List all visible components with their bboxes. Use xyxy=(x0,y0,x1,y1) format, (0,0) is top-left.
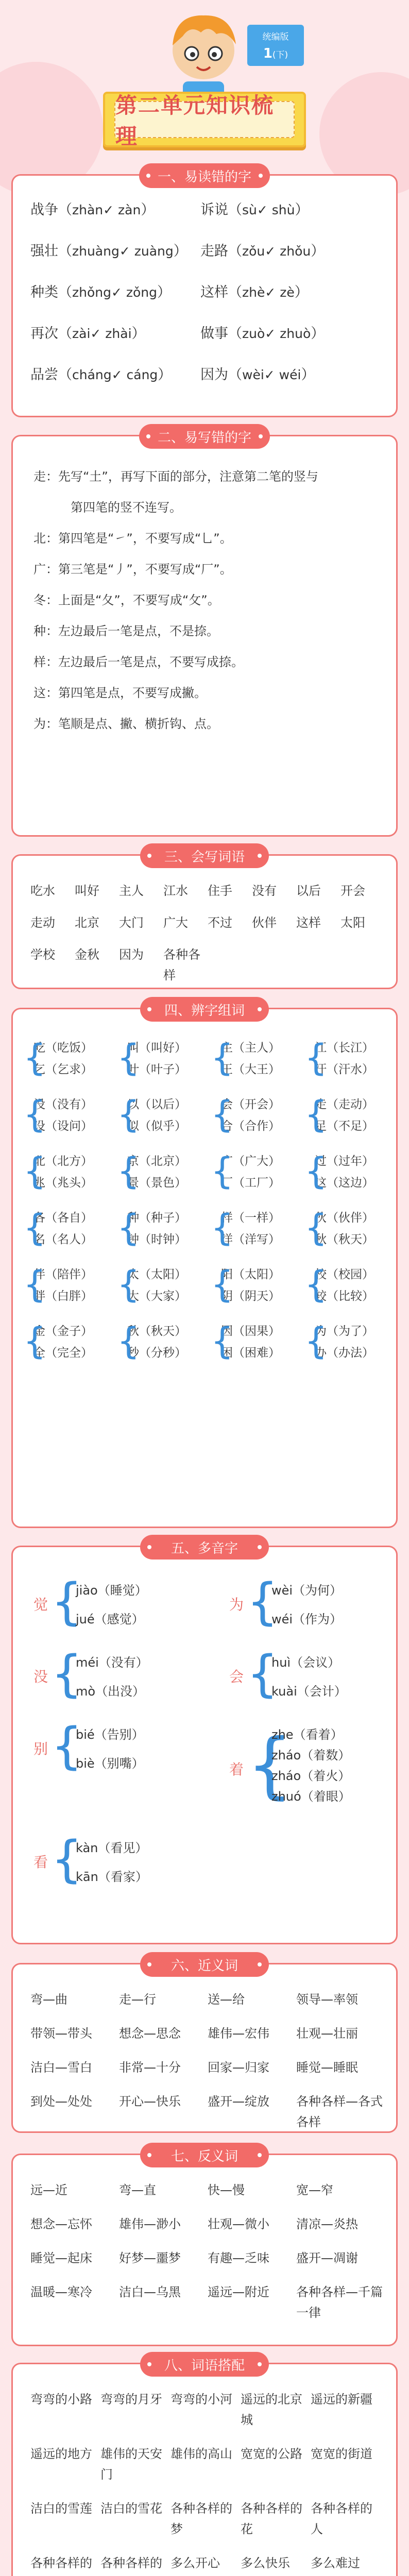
char-pair-word: 厂（工厂） xyxy=(221,1176,280,1190)
section-title: 七、反义词 xyxy=(140,2143,269,2167)
char-pair-word: 胖（白胖） xyxy=(33,1290,93,1303)
char-pair-group xyxy=(117,1207,208,1250)
char-pair-word: 合（合作） xyxy=(221,1120,280,1133)
char-pair-word: { 走（走动） xyxy=(315,1098,374,1111)
misread-word: 走路 xyxy=(200,243,228,259)
misread-word: 做事 xyxy=(200,326,228,342)
polyphone-reading: méi（没有） xyxy=(76,1655,148,1670)
section-title: 八、词语搭配 xyxy=(140,2352,269,2377)
polyphone-reading: mò（出没） xyxy=(76,1684,145,1699)
synonym-pair: 弯—曲 xyxy=(30,1992,67,2007)
misread-item: 因为（wèi✓ wéi） xyxy=(200,367,315,383)
char-pair-group xyxy=(304,1150,395,1194)
section-title: 四、辨字组词 xyxy=(140,997,269,1022)
char-pair-word: { 叫（叫好） xyxy=(127,1041,186,1055)
char-pair-word: { 金（金子） xyxy=(33,1325,93,1338)
char-pair-word: 困（困难） xyxy=(221,1346,280,1360)
char-pair-group xyxy=(211,1150,301,1194)
misread-pinyin: zài✓ zhài xyxy=(72,326,132,341)
collocation: 遥远的地方 xyxy=(30,2447,92,2461)
collocation: 遥远的新疆 xyxy=(311,2392,372,2406)
polyphone-reading: kàn（看见） xyxy=(76,1841,148,1855)
write-word: 走动 xyxy=(30,916,55,930)
misread-pinyin: zhàn✓ zàn xyxy=(72,202,141,217)
misread-word: 这样 xyxy=(200,284,228,300)
write-word: 大门 xyxy=(119,916,144,930)
section-title: 六、近义词 xyxy=(140,1952,269,1977)
char-pair-word: 较（比较） xyxy=(315,1290,374,1303)
section-title: 二、易写错的字 xyxy=(139,424,270,449)
char-pair-word: 兆（兆头） xyxy=(33,1176,93,1190)
antonym-pair: 遥远—附近 xyxy=(208,2285,269,2299)
misread-pinyin: zhǒng✓ zǒng xyxy=(72,285,158,300)
char-pair-word: { 没（没有） xyxy=(33,1098,93,1111)
brace-icon: { xyxy=(51,1573,83,1631)
polyphone-reading: biè（别嘴） xyxy=(76,1756,144,1771)
section-title: 一、易读错的字 xyxy=(139,163,270,188)
antonym-pair: 弯—直 xyxy=(119,2183,156,2197)
term-bracket-right: ) xyxy=(284,50,288,60)
collocations-grid xyxy=(30,2389,381,2576)
section-polyphones xyxy=(11,1540,398,1944)
write-word: 主人 xyxy=(119,884,144,898)
char-pair-word: { 京（北京） xyxy=(127,1155,186,1168)
write-word: 太阳 xyxy=(340,916,365,930)
char-pair-word: 秋（秋天） xyxy=(315,1233,374,1246)
char-pair-group xyxy=(304,1320,395,1364)
write-word: 这样 xyxy=(296,916,321,930)
char-pair-word: 洋（洋写） xyxy=(221,1233,280,1246)
title-inner xyxy=(114,93,295,149)
char-pair-word: { 主（主人） xyxy=(221,1041,280,1055)
cartoon-kid-icon xyxy=(155,4,252,102)
char-pair-word: { 北（北方） xyxy=(33,1155,93,1168)
polyphone-char: 为 xyxy=(229,1596,244,1613)
synonym-pair: 盛开—绽放 xyxy=(208,2094,269,2109)
edition-label: 统编版 xyxy=(262,32,289,42)
char-pair-group xyxy=(23,1320,114,1364)
char-pair-group xyxy=(117,1094,208,1137)
title-plate xyxy=(103,92,306,147)
misread-item: 诉说（sù✓ shù） xyxy=(200,202,309,218)
write-word: 以后 xyxy=(296,884,321,898)
synonym-pair: 非常—十分 xyxy=(119,2060,181,2075)
misread-word: 品尝 xyxy=(30,367,58,383)
char-pair-word: { 以（以后） xyxy=(127,1098,186,1111)
char-pair-word: 秒（分秒） xyxy=(127,1346,186,1360)
collocation: 各种各样的梦 xyxy=(171,2501,232,2536)
grade-number: 1 xyxy=(263,46,272,61)
collocation: 遥远的北京城 xyxy=(241,2392,302,2427)
char-pair-group xyxy=(23,1150,114,1194)
misread-pinyin: sù✓ shù xyxy=(242,202,295,217)
collocation: 洁白的雪莲 xyxy=(30,2501,92,2516)
polyphone-reading: kuài（会计） xyxy=(271,1684,347,1699)
char-pair-group xyxy=(211,1207,301,1250)
synonym-pair: 领导—率领 xyxy=(296,1992,358,2007)
page-title: 第二单元知识梳理 xyxy=(115,93,275,149)
synonym-pair: 回家—归家 xyxy=(208,2060,269,2075)
char-pair-word: { 江（长江） xyxy=(315,1041,374,1055)
char-pair-word: 这（这边） xyxy=(315,1176,374,1190)
char-pair-word: 叶（叶子） xyxy=(127,1063,186,1076)
section-distinguish-chars xyxy=(11,1003,398,1528)
synonym-pair: 走—行 xyxy=(119,1992,156,2007)
collocation: 雄伟的天安门 xyxy=(100,2447,162,2482)
antonym-pair: 想念—忘怀 xyxy=(30,2217,92,2231)
antonym-pair: 壮观—微小 xyxy=(208,2217,269,2231)
char-pair-word: { 各（各自） xyxy=(33,1211,93,1225)
brace-icon: { xyxy=(51,1831,83,1888)
synonym-pair: 睡觉—睡眠 xyxy=(296,2060,358,2075)
char-pair-word: { 校（校园） xyxy=(315,1268,374,1281)
char-pair-group xyxy=(117,1037,208,1080)
header xyxy=(0,0,409,165)
write-word: 因为 xyxy=(119,947,144,962)
polyphone-reading: jué（感觉） xyxy=(76,1612,144,1626)
write-word: 吃水 xyxy=(30,884,55,898)
writing-note: 第四笔的竖不连写。 xyxy=(71,500,182,515)
writing-note: 冬：上面是“夂”，不要写成“攵”。 xyxy=(33,593,220,607)
misread-grid xyxy=(30,198,376,387)
char-pair-word: { 秋（秋天） xyxy=(127,1325,186,1338)
misread-item: 做事（zuò✓ zhuò） xyxy=(200,326,325,342)
synonym-pair: 带领—带头 xyxy=(30,2026,92,2041)
collocation: 宽宽的街道 xyxy=(311,2447,372,2461)
synonym-pair: 开心—快乐 xyxy=(119,2094,181,2109)
collocation: 多么难过 xyxy=(311,2556,360,2570)
synonym-pair: 想念—思念 xyxy=(119,2026,181,2041)
polyphone-reading: zhe（看着） xyxy=(271,1727,343,1742)
misread-word: 战争 xyxy=(30,202,58,218)
polyphone-reading: huì（会议） xyxy=(271,1655,340,1670)
antonym-pair: 洁白—乌黑 xyxy=(119,2285,181,2299)
misread-item: 种类（zhǒng✓ zǒng） xyxy=(30,284,172,300)
char-pair-word: { 种（种子） xyxy=(127,1211,186,1225)
section-write-words xyxy=(11,849,398,989)
write-word: 开会 xyxy=(340,884,365,898)
char-pair-word: 足（不足） xyxy=(315,1120,374,1133)
antonym-pair: 睡觉—起床 xyxy=(30,2251,92,2265)
writing-note: 走：先写“土”，再写下面的部分，注意第二笔的竖与 xyxy=(33,469,318,484)
char-pair-word: 钟（时钟） xyxy=(127,1233,186,1246)
section-title: 三、会写词语 xyxy=(140,843,269,868)
term-label: 下 xyxy=(276,50,285,60)
char-pair-word: 乞（乞求） xyxy=(33,1063,93,1076)
polyphone-char: 着 xyxy=(229,1761,244,1778)
char-pair-word: 阴（阴天） xyxy=(221,1290,280,1303)
write-word: 伙伴 xyxy=(252,916,277,930)
char-pair-group xyxy=(23,1037,114,1080)
char-pair-word: 名（名人） xyxy=(33,1233,93,1246)
char-pair-group xyxy=(211,1264,301,1307)
collocation: 弯弯的小路 xyxy=(30,2392,92,2406)
writing-note: 广：第三笔是“丿”，不要写成“厂”。 xyxy=(33,562,232,577)
char-pair-word: { 会（开会） xyxy=(221,1098,280,1111)
synonym-pair: 到处—处处 xyxy=(30,2094,92,2109)
edition-badge xyxy=(247,25,304,66)
brace-icon: { xyxy=(247,1645,279,1703)
misread-item: 这样（zhè✓ zè） xyxy=(200,284,309,300)
brace-icon: { xyxy=(247,1573,279,1631)
collocation: 洁白的雪花 xyxy=(100,2501,162,2516)
writing-note: 这：第四笔是点，不要写成撇。 xyxy=(33,686,207,700)
collocation: 多么快乐 xyxy=(241,2556,290,2570)
collocation: 弯弯的月牙 xyxy=(100,2392,162,2406)
collocation: 各种各样的 xyxy=(30,2556,92,2570)
section-synonyms xyxy=(11,1958,398,2133)
misread-pinyin: zuò✓ zhuò xyxy=(242,326,311,341)
writing-note: 北：第四笔是“㇀”，不要写成“乚”。 xyxy=(33,531,232,546)
brace-icon: { xyxy=(247,1723,293,1807)
synonym-pair: 送—给 xyxy=(208,1992,245,2007)
polyphone-reading: bié（告别） xyxy=(76,1727,144,1742)
brace-icon: { xyxy=(51,1717,83,1775)
write-word: 金秋 xyxy=(75,947,99,962)
char-pair-word: 景（景色） xyxy=(127,1176,186,1190)
misread-item: 品尝（cháng✓ cáng） xyxy=(30,367,172,383)
write-word: 叫好 xyxy=(75,884,99,898)
synonym-pair: 壮观—壮丽 xyxy=(296,2026,358,2041)
char-pair-group xyxy=(304,1207,395,1250)
char-pair-word: 全（完全） xyxy=(33,1346,93,1360)
section-miswritten-chars xyxy=(11,430,398,837)
synonym-pair: 雄伟—宏伟 xyxy=(208,2026,269,2041)
char-pair-word: 办（办法） xyxy=(315,1346,374,1360)
antonym-pair: 清凉—炎热 xyxy=(296,2217,358,2231)
misread-pinyin: cháng✓ cáng xyxy=(72,367,158,382)
miswritten-list xyxy=(33,461,381,739)
collocation: 各种各样的人 xyxy=(311,2501,372,2536)
char-pair-word: { 太（太阳） xyxy=(127,1268,186,1281)
misread-item: 强壮（zhuàng✓ zuàng） xyxy=(30,243,188,259)
write-word: 江水 xyxy=(163,884,188,898)
char-pair-word: 似（似乎） xyxy=(127,1120,186,1133)
char-pair-word: 王（大王） xyxy=(221,1063,280,1076)
collocation: 各种各样的 xyxy=(100,2556,162,2570)
char-pair-group xyxy=(23,1094,114,1137)
misread-pinyin: zǒu✓ zhǒu xyxy=(242,244,311,259)
misread-word: 诉说 xyxy=(200,202,228,218)
char-pair-group xyxy=(117,1264,208,1307)
antonym-pair: 宽—窄 xyxy=(296,2183,333,2197)
char-pair-group xyxy=(23,1264,114,1307)
write-word: 不过 xyxy=(208,916,232,930)
char-pair-word: { 伴（陪伴） xyxy=(33,1268,93,1281)
char-pair-group xyxy=(211,1037,301,1080)
polyphone-char: 别 xyxy=(33,1740,48,1757)
misread-word: 因为 xyxy=(200,367,228,383)
char-pair-group xyxy=(304,1037,395,1080)
polyphone-reading: wéi（作为） xyxy=(271,1612,343,1626)
polyphone-char: 觉 xyxy=(33,1596,48,1613)
char-pair-word: 汗（汗水） xyxy=(315,1063,374,1076)
char-pair-word: 大（大家） xyxy=(127,1290,186,1303)
antonym-pair: 盛开—凋谢 xyxy=(296,2251,358,2265)
polyphone-char: 看 xyxy=(33,1854,48,1871)
term-bracket-left: ( xyxy=(272,50,276,60)
write-word: 没有 xyxy=(252,884,277,898)
misread-item: 战争（zhàn✓ zàn） xyxy=(30,202,155,218)
collocation: 多么开心 xyxy=(171,2556,220,2570)
distinguish-grid xyxy=(23,1037,395,1377)
writing-note: 种：左边最后一笔是点，不是捺。 xyxy=(33,624,219,638)
synonyms-grid xyxy=(30,1989,385,2132)
char-pair-word: { 阳（太阳） xyxy=(221,1268,280,1281)
synonym-pair: 各种各样—各式各样 xyxy=(296,2094,383,2129)
polyphone-reading: jiào（睡觉） xyxy=(76,1583,147,1598)
char-pair-group xyxy=(23,1207,114,1250)
write-words-grid xyxy=(30,880,385,986)
writing-note: 为：笔顺是点、撇、横折钩、点。 xyxy=(33,717,219,731)
char-pair-word: { 吃（吃饭） xyxy=(33,1041,93,1055)
antonym-pair: 各种各样—千篇一律 xyxy=(296,2285,383,2320)
char-pair-word: { 为（为了） xyxy=(315,1325,374,1338)
char-pair-word: { 因（因果） xyxy=(221,1325,280,1338)
char-pair-word: { 样（一样） xyxy=(221,1211,280,1225)
polyphone-reading: zháo（着火） xyxy=(271,1769,351,1783)
misread-pinyin: wèi✓ wéi xyxy=(242,367,301,382)
char-pair-word: { 广（广大） xyxy=(221,1155,280,1168)
antonym-pair: 雄伟—渺小 xyxy=(119,2217,181,2231)
char-pair-group xyxy=(304,1094,395,1137)
collocation: 雄伟的高山 xyxy=(171,2447,232,2461)
write-word: 北京 xyxy=(75,916,99,930)
antonym-pair: 远—近 xyxy=(30,2183,67,2197)
misread-word: 再次 xyxy=(30,326,58,342)
section-antonyms xyxy=(11,2148,398,2346)
char-pair-group xyxy=(117,1150,208,1194)
char-pair-group xyxy=(211,1094,301,1137)
collocation: 弯弯的小河 xyxy=(171,2392,232,2406)
antonym-pair: 温暖—寒冷 xyxy=(30,2285,92,2299)
antonyms-grid xyxy=(30,2180,385,2323)
antonym-pair: 好梦—噩梦 xyxy=(119,2251,181,2265)
collocation: 各种各样的花 xyxy=(241,2501,302,2536)
char-pair-group xyxy=(304,1264,395,1307)
polyphone-reading: zháo（着数） xyxy=(271,1748,351,1762)
section-misread-chars xyxy=(11,169,398,417)
polyphone-reading: zhuó（着眼） xyxy=(271,1789,351,1804)
misread-pinyin: zhè✓ zè xyxy=(242,285,295,300)
synonym-pair: 洁白—雪白 xyxy=(30,2060,92,2075)
polyphone-char: 会 xyxy=(229,1668,244,1685)
char-pair-word: { 过（过年） xyxy=(315,1155,374,1168)
write-word: 学校 xyxy=(30,947,55,962)
misread-word: 强壮 xyxy=(30,243,58,259)
write-word: 住手 xyxy=(208,884,232,898)
write-word: 广大 xyxy=(163,916,188,930)
section-title: 五、多音字 xyxy=(140,1535,269,1560)
polyphone-char: 没 xyxy=(33,1668,48,1685)
char-pair-group xyxy=(117,1320,208,1364)
collocation: 宽宽的公路 xyxy=(241,2447,302,2461)
grade-label xyxy=(247,45,304,63)
misread-pinyin: zhuàng✓ zuàng xyxy=(72,244,174,259)
char-pair-word: { 伙（伙伴） xyxy=(315,1211,374,1225)
section-collocations xyxy=(11,2358,398,2576)
misread-word: 种类 xyxy=(30,284,58,300)
polyphone-reading: wèi（为何） xyxy=(271,1583,343,1598)
polyphone-reading: kān（看家） xyxy=(76,1870,148,1884)
antonym-pair: 有趣—乏味 xyxy=(208,2251,269,2265)
char-pair-group xyxy=(211,1320,301,1364)
misread-item: 走路（zǒu✓ zhǒu） xyxy=(200,243,325,259)
char-pair-word: 设（设问） xyxy=(33,1120,93,1133)
misread-item: 再次（zài✓ zhài） xyxy=(30,326,146,342)
antonym-pair: 快—慢 xyxy=(208,2183,245,2197)
write-word: 各种各样 xyxy=(163,947,200,982)
brace-icon: { xyxy=(51,1645,83,1703)
writing-note: 样：左边最后一笔是点，不要写成捺。 xyxy=(33,655,244,669)
